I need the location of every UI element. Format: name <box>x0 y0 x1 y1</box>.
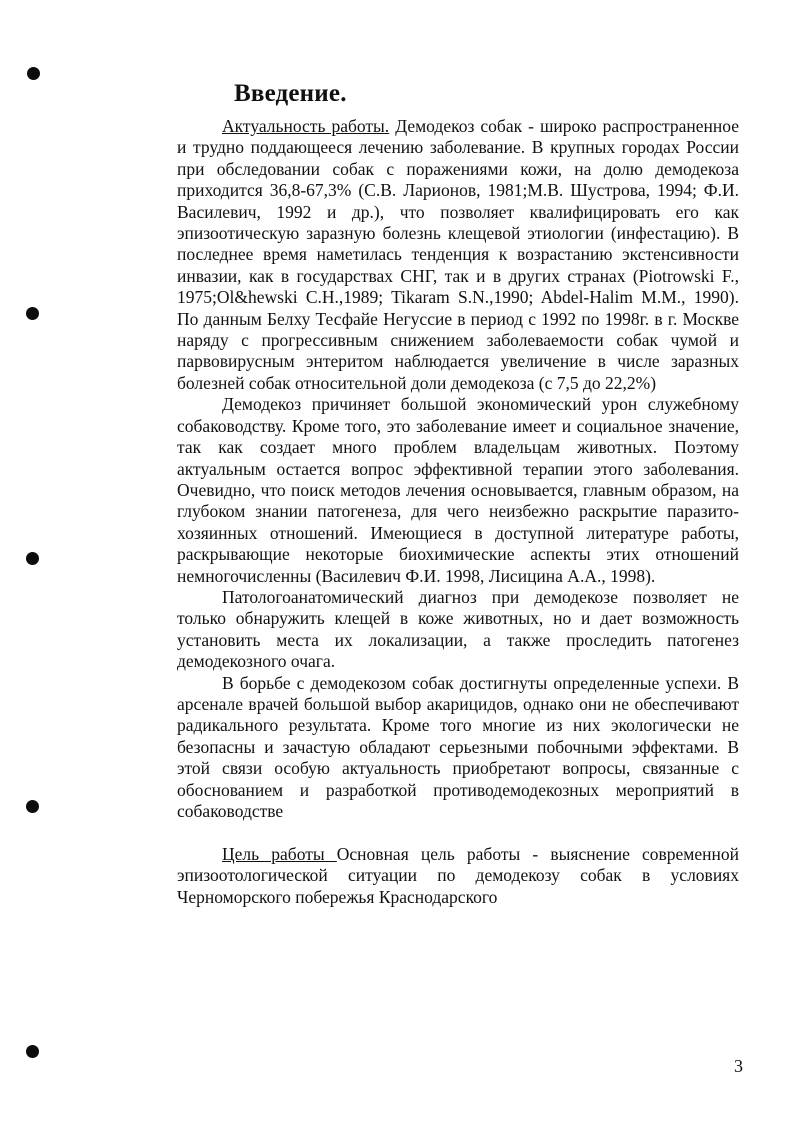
paragraph-economic-damage: Демодекоз причиняет большой экономический урон служебному собаководству. Кроме того, это заболевание имеет и социальное значение, так как создает много проблем владельцам животных. Поэтому актуальным остается вопрос эффективной терапии этого заболевания. Очевидно, что поиск методов лечения основывается, главным образом, на глубоком знании патогенеза, для чего неизбежно раскрытие паразито-хозяинных отношений. Имеющиеся в доступной литературе работы, раскрывающие некоторые биохимические аспекты этих отношений немногочисленны (Василевич Ф.И. 1998, Лисицина А.А., 1998). <box>177 394 739 586</box>
punch-hole-3 <box>26 552 39 565</box>
paragraph-relevance <box>177 116 739 394</box>
body-text <box>177 116 739 908</box>
paragraph-goal <box>177 844 739 908</box>
paragraph-treatment: В борьбе с демодекозом собак достигнуты определенные успехи. В арсенале врачей большой выбор акарицидов, однако они не обеспечивают радикального результата. Кроме того многие из них экологически не безопасны и зачастую обладают серьезными побочными эффектами. В этой связи особую актуальность приобретают вопросы, связанные с обоснованием и разработкой противодемодекозных мероприятий в собаководстве <box>177 672 739 821</box>
page-number: 3 <box>734 1056 743 1076</box>
section-title: Введение. <box>234 80 347 107</box>
goal-text: Основная цель работы - выяснение современной эпизоотологической ситуации по демодекозу собак в условиях Черноморского побережья Краснодарского <box>177 843 739 907</box>
punch-hole-1 <box>27 67 40 80</box>
goal-heading: Цель работы <box>222 843 337 864</box>
punch-hole-4 <box>26 800 39 813</box>
paragraph-diagnosis: Патологоанатомический диагноз при демодекозе позволяет не только обнаружить клещей в коже животных, но и дает возможность установить места их локализации, а также проследить патогенез демодекозного очага. <box>177 586 739 672</box>
relevance-text: Демодекоз собак - широко распространенное и трудно поддающееся лечению заболевание. В крупных городах России при обследовании собак с поражениями кожи, на долю демодекоза приходится 36,8-67,3% (С.В. Ларионов, 1981;М.В. Шустрова, 1994; Ф.И. Василевич, 1992 и др.), что позволяет квалифицировать его как эпизоотическую заразную болезнь клещевой этиологии (инфестацию). В последнее время наметилась тенденция к возрастанию экстенсивности инвазии, как в государствах СНГ, так и в других странах (Piotrowski F., 1975;Ol&hewski C.H.,1989; Tikaram S.N.,1990; Abdel-Halim M.M., 1990). По данным Белху Тесфайе Негуссие в период с 1992 по 1998г. в г. Москве наряду с прогрессивным снижением заболеваемости собак чумой и парвовирусным энтеритом наблюдается увеличение в числе заразных болезней собак относительной доли демодекоза (с 7,5 до 22,2%) <box>177 116 739 393</box>
relevance-heading: Актуальность работы. <box>222 116 390 136</box>
punch-hole-2 <box>26 307 39 320</box>
punch-hole-5 <box>26 1045 39 1058</box>
